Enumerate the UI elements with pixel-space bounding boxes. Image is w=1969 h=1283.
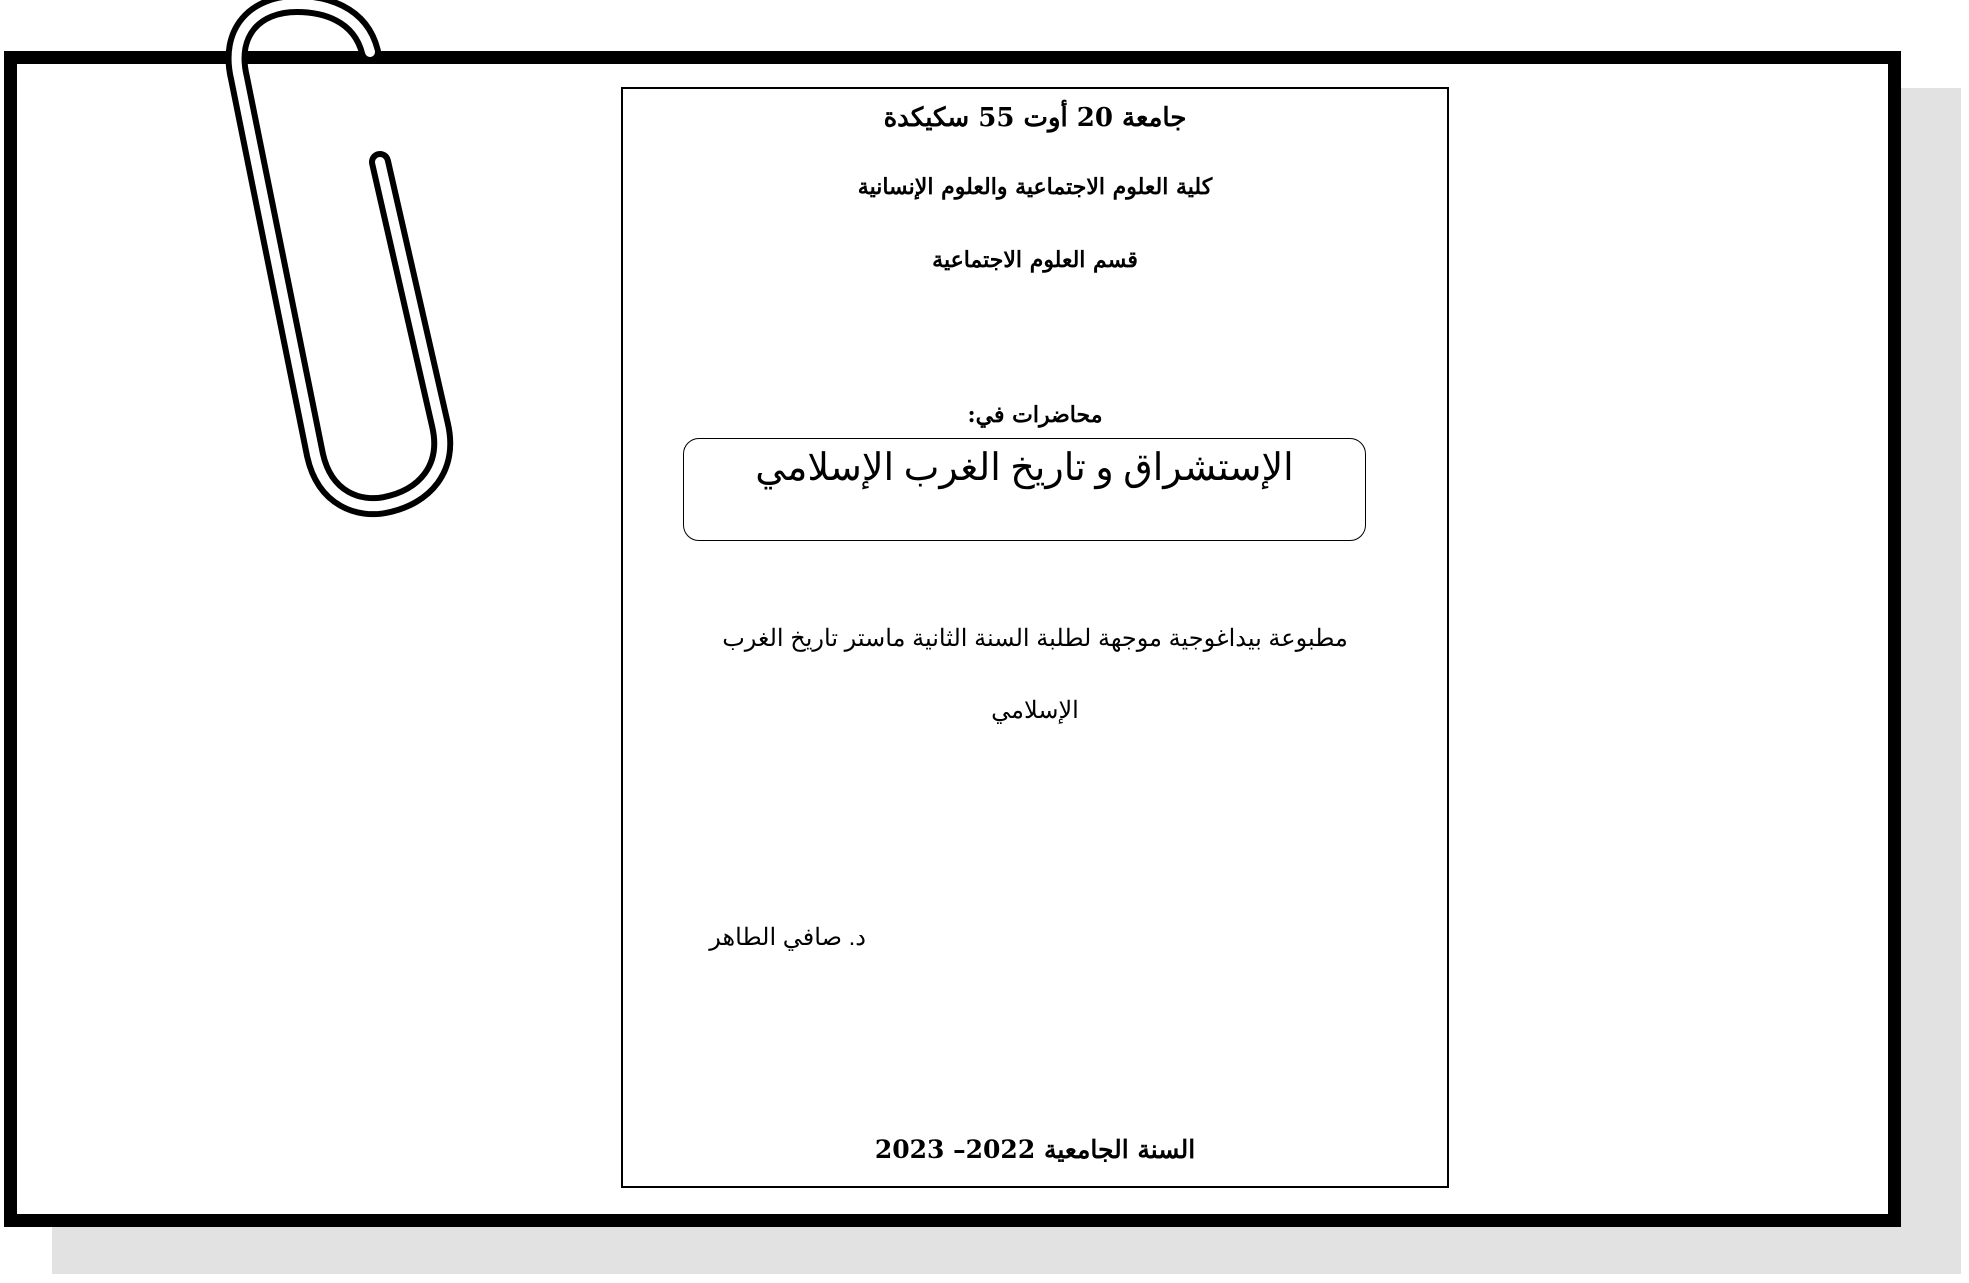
university-name: جامعة 20 أوت 55 سكيكدة (883, 103, 1187, 133)
description-line-2: الإسلامي (991, 697, 1079, 724)
title-box (683, 438, 1366, 541)
faculty-name: كلية العلوم الاجتماعية والعلوم الإنسانية (857, 174, 1213, 200)
academic-year: السنة الجامعية 2022– 2023 (874, 1135, 1196, 1164)
lectures-label-text: محاضرات في: (967, 402, 1103, 428)
author-name: د. صافي الطاهر (709, 924, 866, 951)
lectures-label (623, 402, 1447, 428)
department-name: قسم العلوم الاجتماعية (932, 247, 1138, 273)
description-line-1: مطبوعة بيداغوجية موجهة لطلبة السنة الثانية ماستر تاريخ الغرب (722, 625, 1348, 652)
document-title: الإستشراق و تاريخ الغرب الإسلامي (755, 447, 1294, 489)
cover-page (621, 87, 1449, 1188)
